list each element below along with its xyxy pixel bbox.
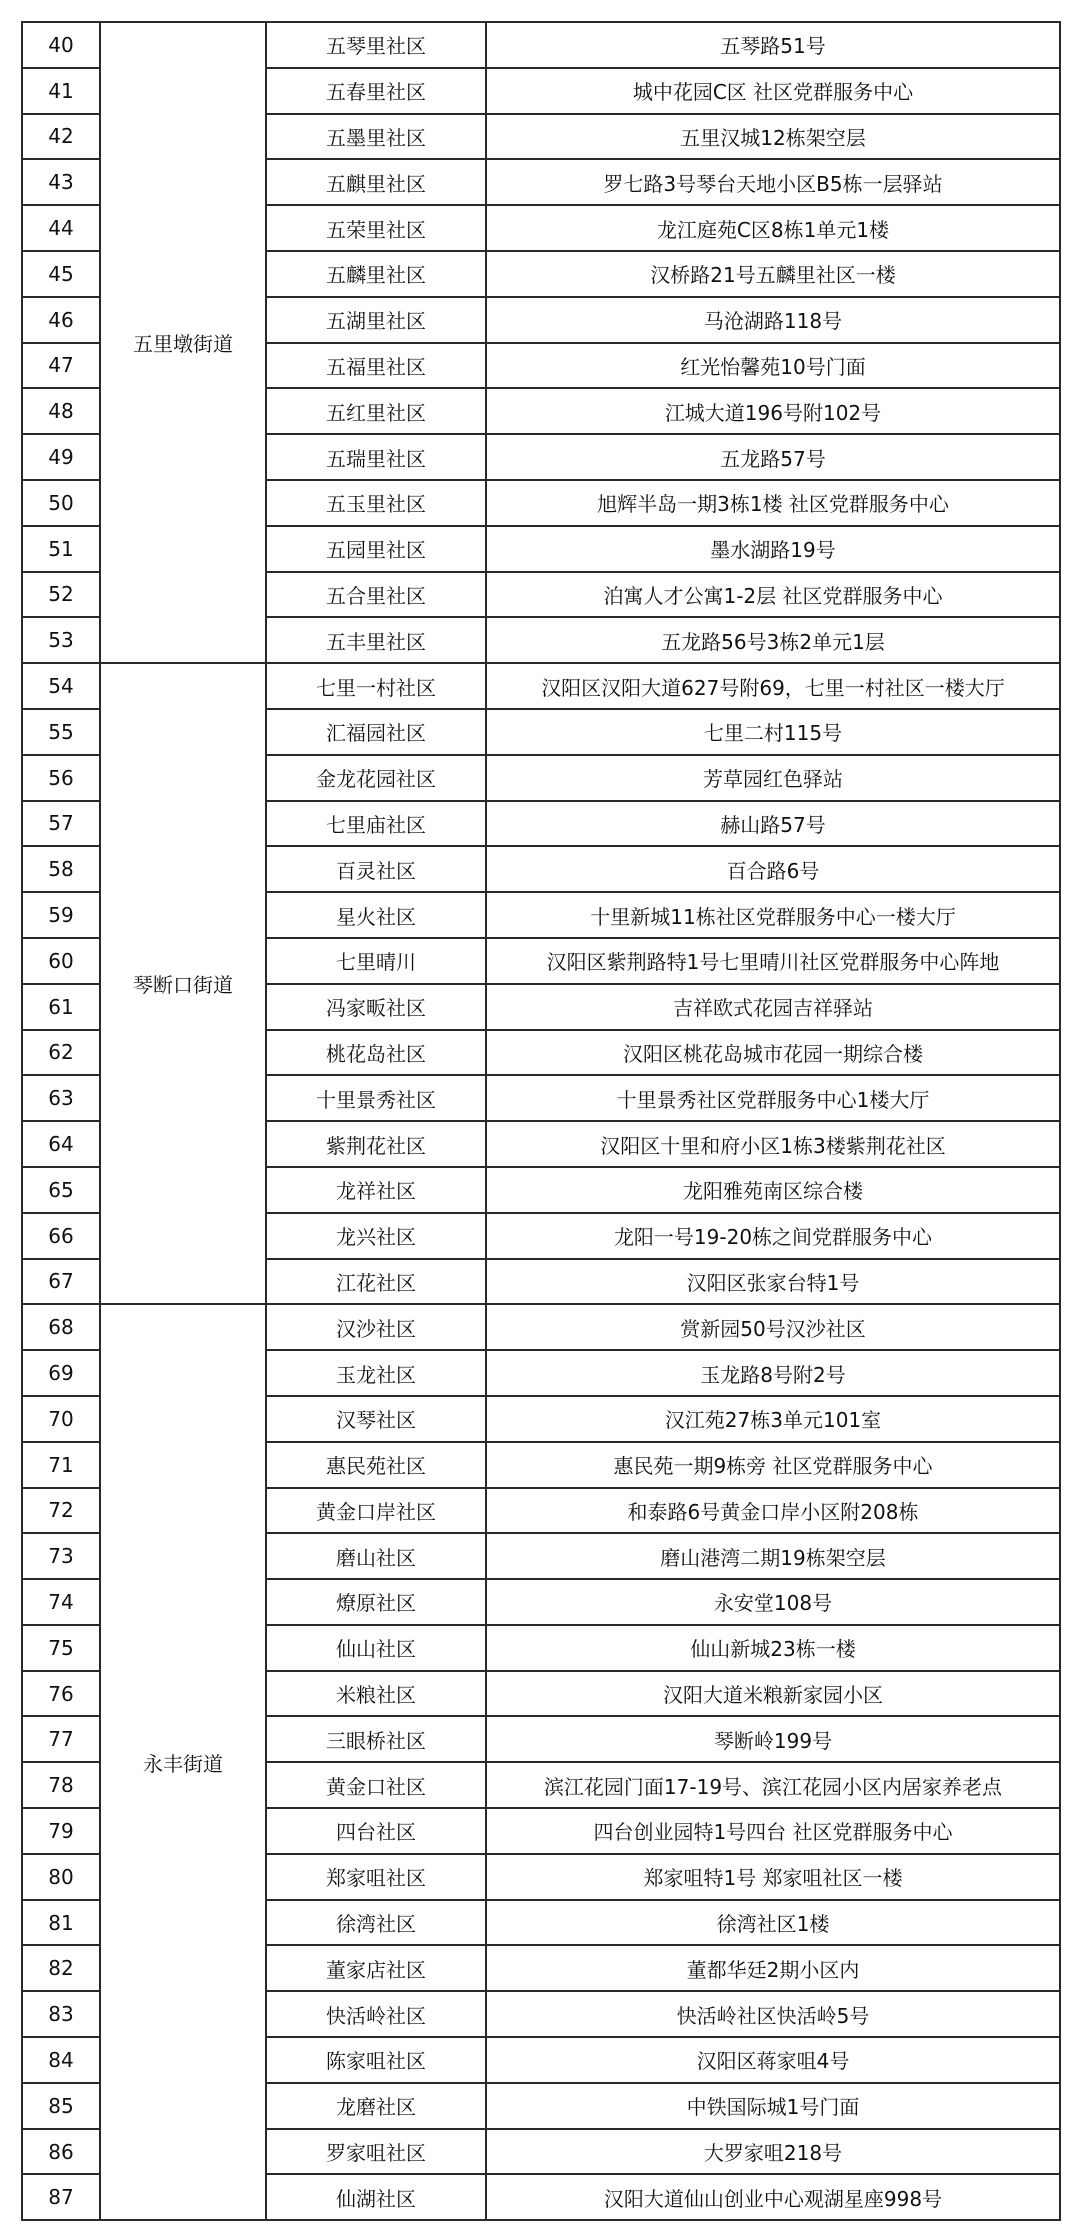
community-name: 五福里社区: [266, 343, 486, 389]
row-number: 60: [22, 938, 100, 984]
row-number: 77: [22, 1716, 100, 1762]
address: 仙山新城23栋一楼: [486, 1625, 1060, 1671]
community-name: 五琴里社区: [266, 22, 486, 68]
row-number: 44: [22, 205, 100, 251]
row-number: 73: [22, 1533, 100, 1579]
row-number: 54: [22, 663, 100, 709]
community-name: 黄金口社区: [266, 1762, 486, 1808]
community-name: 徐湾社区: [266, 1900, 486, 1946]
row-number: 80: [22, 1854, 100, 1900]
address: 赏新园50号汉沙社区: [486, 1304, 1060, 1350]
row-number: 66: [22, 1213, 100, 1259]
community-name: 星火社区: [266, 892, 486, 938]
row-number: 76: [22, 1671, 100, 1717]
address: 汉阳区蒋家咀4号: [486, 2037, 1060, 2083]
address: 和泰路6号黄金口岸小区附208栋: [486, 1488, 1060, 1534]
row-number: 79: [22, 1808, 100, 1854]
address: 滨江花园门面17-19号、滨江花园小区内居家养老点: [486, 1762, 1060, 1808]
community-name: 五麒里社区: [266, 159, 486, 205]
row-number: 83: [22, 1991, 100, 2037]
row-number: 43: [22, 159, 100, 205]
address: 汉阳区汉阳大道627号附69，七里一村社区一楼大厅: [486, 663, 1060, 709]
community-name: 五丰里社区: [266, 617, 486, 663]
community-name: 磨山社区: [266, 1533, 486, 1579]
address: 董都华廷2期小区内: [486, 1945, 1060, 1991]
address: 百合路6号: [486, 846, 1060, 892]
row-number: 61: [22, 984, 100, 1030]
table-row: [22, 1304, 1060, 1350]
address: 十里新城11栋社区党群服务中心一楼大厅: [486, 892, 1060, 938]
community-name: 董家店社区: [266, 1945, 486, 1991]
row-number: 62: [22, 1030, 100, 1076]
community-name: 十里景秀社区: [266, 1075, 486, 1121]
community-name: 五春里社区: [266, 68, 486, 114]
address: 大罗家咀218号: [486, 2129, 1060, 2175]
row-number: 86: [22, 2129, 100, 2175]
community-name: 惠民苑社区: [266, 1442, 486, 1488]
row-number: 75: [22, 1625, 100, 1671]
address: 罗七路3号琴台天地小区B5栋一层驿站: [486, 159, 1060, 205]
community-name: 龙祥社区: [266, 1167, 486, 1213]
address: 龙阳一号19-20栋之间党群服务中心: [486, 1213, 1060, 1259]
community-name: 三眼桥社区: [266, 1716, 486, 1762]
community-name: 米粮社区: [266, 1671, 486, 1717]
address: 汉阳区张家台特1号: [486, 1259, 1060, 1305]
community-name: 陈家咀社区: [266, 2037, 486, 2083]
address: 玉龙路8号附2号: [486, 1350, 1060, 1396]
community-name: 五红里社区: [266, 388, 486, 434]
address: 龙江庭苑C区8栋1单元1楼: [486, 205, 1060, 251]
community-name: 七里晴川: [266, 938, 486, 984]
row-number: 67: [22, 1259, 100, 1305]
row-number: 70: [22, 1396, 100, 1442]
address: 马沧湖路118号: [486, 297, 1060, 343]
community-name: 百灵社区: [266, 846, 486, 892]
address: 赫山路57号: [486, 801, 1060, 847]
row-number: 87: [22, 2174, 100, 2220]
community-name: 黄金口岸社区: [266, 1488, 486, 1534]
address: 城中花园C区 社区党群服务中心: [486, 68, 1060, 114]
address: 汉桥路21号五麟里社区一楼: [486, 251, 1060, 297]
community-name: 汉沙社区: [266, 1304, 486, 1350]
community-name: 四台社区: [266, 1808, 486, 1854]
address: 芳草园红色驿站: [486, 755, 1060, 801]
address: 吉祥欧式花园吉祥驿站: [486, 984, 1060, 1030]
community-name: 五荣里社区: [266, 205, 486, 251]
row-number: 71: [22, 1442, 100, 1488]
community-name: 五园里社区: [266, 526, 486, 572]
address: 汉江苑27栋3单元101室: [486, 1396, 1060, 1442]
community-name: 五玉里社区: [266, 480, 486, 526]
row-number: 46: [22, 297, 100, 343]
row-number: 47: [22, 343, 100, 389]
address: 十里景秀社区党群服务中心1楼大厅: [486, 1075, 1060, 1121]
row-number: 55: [22, 709, 100, 755]
row-number: 53: [22, 617, 100, 663]
community-name: 江花社区: [266, 1259, 486, 1305]
street-name: 五里墩街道: [100, 22, 266, 663]
address: 五龙路56号3栋2单元1层: [486, 617, 1060, 663]
community-name: 金龙花园社区: [266, 755, 486, 801]
community-name: 五合里社区: [266, 572, 486, 618]
address: 江城大道196号附102号: [486, 388, 1060, 434]
address: 旭辉半岛一期3栋1楼 社区党群服务中心: [486, 480, 1060, 526]
row-number: 81: [22, 1900, 100, 1946]
row-number: 51: [22, 526, 100, 572]
community-name: 龙磨社区: [266, 2083, 486, 2129]
row-number: 40: [22, 22, 100, 68]
row-number: 52: [22, 572, 100, 618]
address: 中铁国际城1号门面: [486, 2083, 1060, 2129]
row-number: 65: [22, 1167, 100, 1213]
street-name: 琴断口街道: [100, 663, 266, 1304]
row-number: 41: [22, 68, 100, 114]
row-number: 45: [22, 251, 100, 297]
address: 龙阳雅苑南区综合楼: [486, 1167, 1060, 1213]
community-name: 汉琴社区: [266, 1396, 486, 1442]
row-number: 56: [22, 755, 100, 801]
community-name: 五瑞里社区: [266, 434, 486, 480]
row-number: 69: [22, 1350, 100, 1396]
address: 磨山港湾二期19栋架空层: [486, 1533, 1060, 1579]
community-name: 玉龙社区: [266, 1350, 486, 1396]
address: 汉阳区紫荆路特1号七里晴川社区党群服务中心阵地: [486, 938, 1060, 984]
community-name: 仙湖社区: [266, 2174, 486, 2220]
address: 永安堂108号: [486, 1579, 1060, 1625]
row-number: 48: [22, 388, 100, 434]
community-name: 冯家畈社区: [266, 984, 486, 1030]
table-row: [22, 663, 1060, 709]
row-number: 84: [22, 2037, 100, 2083]
address: 墨水湖路19号: [486, 526, 1060, 572]
row-number: 72: [22, 1488, 100, 1534]
community-name: 龙兴社区: [266, 1213, 486, 1259]
row-number: 74: [22, 1579, 100, 1625]
address: 汉阳区十里和府小区1栋3楼紫荆花社区: [486, 1121, 1060, 1167]
row-number: 42: [22, 114, 100, 160]
address: 汉阳大道仙山创业中心观湖星座998号: [486, 2174, 1060, 2220]
community-name: 罗家咀社区: [266, 2129, 486, 2175]
row-number: 57: [22, 801, 100, 847]
address: 五龙路57号: [486, 434, 1060, 480]
community-name: 燎原社区: [266, 1579, 486, 1625]
community-name: 郑家咀社区: [266, 1854, 486, 1900]
table-body: [22, 22, 1060, 2220]
row-number: 63: [22, 1075, 100, 1121]
address: 汉阳大道米粮新家园小区: [486, 1671, 1060, 1717]
address: 惠民苑一期9栋旁 社区党群服务中心: [486, 1442, 1060, 1488]
community-name: 五湖里社区: [266, 297, 486, 343]
row-number: 64: [22, 1121, 100, 1167]
row-number: 50: [22, 480, 100, 526]
row-number: 59: [22, 892, 100, 938]
street-name: 永丰街道: [100, 1304, 266, 2220]
community-name: 仙山社区: [266, 1625, 486, 1671]
address: 红光怡馨苑10号门面: [486, 343, 1060, 389]
address: 七里二村115号: [486, 709, 1060, 755]
community-name: 五墨里社区: [266, 114, 486, 160]
address: 汉阳区桃花岛城市花园一期综合楼: [486, 1030, 1060, 1076]
address: 郑家咀特1号 郑家咀社区一楼: [486, 1854, 1060, 1900]
row-number: 49: [22, 434, 100, 480]
community-name: 汇福园社区: [266, 709, 486, 755]
address: 四台创业园特1号四台 社区党群服务中心: [486, 1808, 1060, 1854]
row-number: 58: [22, 846, 100, 892]
address: 五里汉城12栋架空层: [486, 114, 1060, 160]
row-number: 85: [22, 2083, 100, 2129]
community-name: 七里一村社区: [266, 663, 486, 709]
address: 琴断岭199号: [486, 1716, 1060, 1762]
address: 徐湾社区1楼: [486, 1900, 1060, 1946]
row-number: 68: [22, 1304, 100, 1350]
table-row: [22, 22, 1060, 68]
address: 泊寓人才公寓1-2层 社区党群服务中心: [486, 572, 1060, 618]
community-name: 七里庙社区: [266, 801, 486, 847]
community-name: 五麟里社区: [266, 251, 486, 297]
row-number: 82: [22, 1945, 100, 1991]
community-name: 快活岭社区: [266, 1991, 486, 2037]
community-name: 桃花岛社区: [266, 1030, 486, 1076]
row-number: 78: [22, 1762, 100, 1808]
address: 快活岭社区快活岭5号: [486, 1991, 1060, 2037]
community-address-table: [21, 21, 1061, 2221]
community-name: 紫荆花社区: [266, 1121, 486, 1167]
address: 五琴路51号: [486, 22, 1060, 68]
